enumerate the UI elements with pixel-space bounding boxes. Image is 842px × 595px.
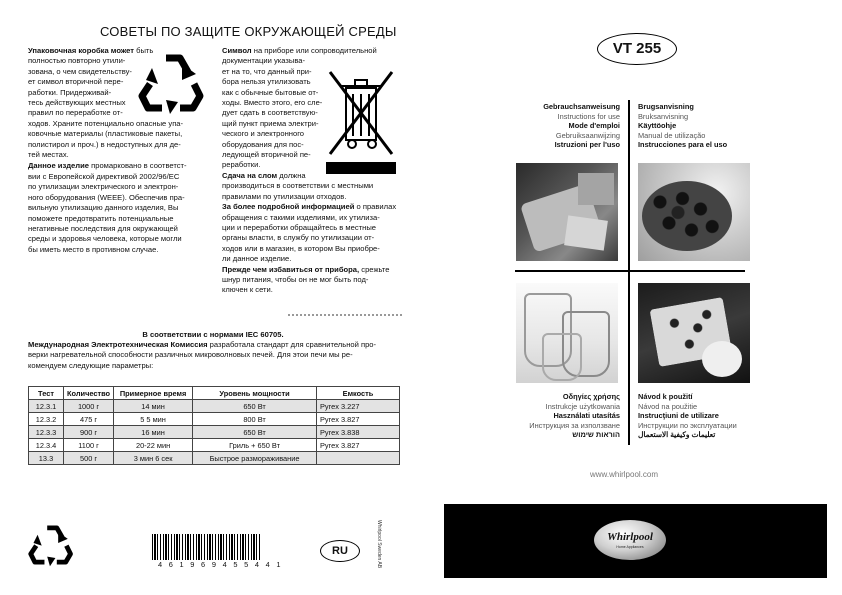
languages-bottom-left — [520, 392, 620, 440]
brand-sub: Home Appliances — [616, 545, 644, 549]
language-label: Návod k použití — [638, 392, 693, 401]
table-cell: Pyrex 3.827 — [317, 413, 400, 426]
language-label: Návod na použitie — [638, 401, 698, 411]
text-line: ного оборудования (WEEE). Обеспечив пра- — [28, 192, 185, 202]
text-line: среды и здоровья человека, которые могли — [28, 234, 182, 244]
text-line: по утилизации электрического и электрон- — [28, 182, 179, 192]
text-line: правил по переработке от- — [28, 108, 123, 118]
text-line: ходы. Вместо этого, его сле- — [222, 98, 323, 108]
text-line: тесь действующих местных — [28, 98, 126, 108]
table-header-row — [29, 387, 400, 400]
table-row — [29, 426, 400, 439]
horizontal-divider — [515, 270, 745, 272]
disposal-heading: Сдача на слом — [222, 170, 278, 180]
text-line: верки нагревательной способности различных микроволновых печей. Для этои печи мы ре- — [28, 350, 353, 360]
table-cell: 650 Вт — [193, 400, 317, 413]
languages-top-left — [520, 102, 620, 150]
column-header: Уровень мощности — [193, 387, 317, 400]
test-parameters-table — [28, 386, 400, 465]
text-line: вильную утилизацию данного изделия, Вы — [28, 203, 179, 213]
language-label: Bruksanvisning — [638, 111, 689, 121]
text-line: комендуем следующие параметры: — [28, 360, 154, 370]
table-cell: 14 мин — [114, 400, 193, 413]
text-line: должна — [279, 170, 306, 180]
table-cell: Pyrex 3.838 — [317, 426, 400, 439]
table-cell: 1000 г — [64, 400, 114, 413]
text-line: поможете предотвратить потенциальные — [28, 213, 174, 223]
table-cell: 12.3.3 — [29, 426, 64, 439]
text-line: полностью повторно утили- — [28, 56, 126, 66]
table-cell: 800 Вт — [193, 413, 317, 426]
text-line: реработки. — [222, 160, 261, 170]
column-header: Емкость — [317, 387, 400, 400]
column-header: Количество — [64, 387, 114, 400]
text-line: производиться в соответствии с местными — [222, 181, 374, 191]
before-heading: Прежде чем избавиться от прибора, — [222, 264, 360, 274]
language-label: הוראות שימוש — [572, 430, 620, 440]
table-cell: 12.3.4 — [29, 439, 64, 452]
language-label: Mode d'emploi — [568, 121, 620, 131]
text-line: ции и переработки обращайтесь в местные — [222, 222, 377, 232]
text-line: шнур питания, чтобы он не мог быть под- — [222, 274, 369, 284]
language-label: Istruzioni per l'uso — [554, 140, 620, 150]
symbol-paragraph — [222, 46, 400, 296]
text-line: ходов или в магазин, в котором Вы приобре- — [222, 243, 380, 253]
brand-footer-bar — [444, 504, 827, 578]
languages-top-right — [638, 102, 748, 150]
language-label: Gebrauchsanweisung — [543, 102, 620, 111]
website-link[interactable]: www.whirlpool.com — [590, 470, 659, 479]
text-line: ет символ вторичной пере- — [28, 77, 124, 87]
text-line: негативные последствия для окружающей — [28, 223, 178, 233]
model-badge: VT 255 — [597, 33, 677, 65]
text-line: бора нельзя утилизовать — [222, 77, 311, 87]
table-cell: 20-22 мин — [114, 439, 193, 452]
table-cell: Pyrex 3.827 — [317, 439, 400, 452]
text-line: на приборе или сопроводительной — [253, 46, 377, 55]
text-line: дует сдать в соответствую- — [222, 108, 318, 118]
text-line: срежьте — [361, 264, 390, 274]
text-line: полистирол и проч.) в недоступных для де- — [28, 139, 181, 149]
text-line: бы иметь место в противном случае. — [28, 244, 159, 254]
table-cell: Pyrex 3.227 — [317, 400, 400, 413]
table-cell: 1100 г — [64, 439, 114, 452]
text-line: щий пункт приема электри- — [222, 118, 319, 128]
language-label: Manual de utilização — [638, 130, 706, 140]
text-line: ли данное изделие. — [222, 254, 292, 264]
text-line: разработала стандарт для сравнительной про- — [209, 340, 377, 349]
language-label: Οδηγίες χρήσης — [562, 392, 620, 401]
text-line: зована, о чем свидетельству- — [28, 66, 132, 76]
product-heading: Данное изделие — [28, 161, 89, 171]
text-line: о правилах — [356, 202, 397, 212]
table-row — [29, 452, 400, 465]
table-cell: 13.3 — [29, 452, 64, 465]
text-line: тей местах. — [28, 150, 69, 160]
text-line: быть — [136, 46, 154, 55]
table-cell: 650 Вт — [193, 426, 317, 439]
language-label: Brugsanvisning — [638, 102, 694, 111]
text-line: документации указыва- — [222, 56, 306, 66]
text-line: ет на то, что данный при- — [222, 66, 312, 76]
bread-photo — [516, 163, 618, 261]
text-line: ключен к сети. — [222, 285, 273, 295]
iec-paragraph — [28, 340, 400, 371]
glasses-photo — [516, 283, 618, 383]
brand-name: Whirlpool — [607, 531, 653, 543]
barcode-number: 4 6 1 9 6 9 4 5 5 4 4 1 — [158, 560, 283, 569]
whirlpool-logo — [594, 520, 666, 560]
table-row — [29, 439, 400, 452]
language-label: Használati utasítás — [553, 411, 620, 421]
text-line: как с обычные бытовые от- — [222, 87, 319, 97]
table-cell: Быстрое размораживание — [193, 452, 317, 465]
table-cell: 16 мин — [114, 426, 193, 439]
table-cell: 900 г — [64, 426, 114, 439]
language-label: Instrucciones para el uso — [638, 140, 728, 150]
language-label: Инструкция за използване — [529, 420, 620, 430]
table-cell: 3 мин 6 сек — [114, 452, 193, 465]
text-line: промарковано в соответст- — [91, 161, 187, 171]
cake-photo — [638, 283, 750, 383]
text-line: правилами по утилизации отходов. — [222, 191, 347, 201]
language-label: Instrukcje użytkowania — [545, 401, 620, 411]
language-label: Инструкции по эксплуатации — [638, 420, 737, 430]
text-line: ческого и электронного — [222, 129, 305, 139]
language-label: Käyttöohje — [638, 121, 677, 131]
text-line: оборудования для пос- — [222, 139, 304, 149]
language-label: Instructions for use — [557, 111, 620, 121]
berries-photo — [638, 163, 750, 261]
language-label: Instrucţiuni de utilizare — [638, 411, 719, 421]
table-cell: 5 5 мин — [114, 413, 193, 426]
text-line: ковочные материалы (пластиковые пакеты, — [28, 129, 183, 139]
table-cell: 12.3.2 — [29, 413, 64, 426]
symbol-heading: Символ — [222, 46, 252, 55]
text-line: органы власти, в службу по утилизации от- — [222, 233, 375, 243]
table-cell: Гриль + 650 Вт — [193, 439, 317, 452]
info-heading: За более подробной информацией — [222, 202, 355, 212]
language-label: تعليمات وكيفية الاستعمال — [638, 430, 716, 440]
country-badge: RU — [320, 540, 360, 562]
table-cell: 12.3.1 — [29, 400, 64, 413]
languages-bottom-right — [638, 392, 750, 440]
column-header: Тест — [29, 387, 64, 400]
recycle-icon-small — [28, 522, 76, 568]
iec-heading: В соответствии с нормами IEC 60705. — [142, 330, 284, 339]
table-cell: 475 г — [64, 413, 114, 426]
packaging-paragraph — [28, 46, 210, 255]
table-row — [29, 413, 400, 426]
text-line: обращения с такими изделиями, их утилиза- — [222, 212, 380, 222]
side-print: Whirlpool Sweden AB — [376, 520, 382, 569]
iec-bold: Международная Электротехническая Комиссия — [28, 340, 208, 349]
packaging-heading: Упаковочная коробка может — [28, 46, 134, 55]
text-line: ледующей вторичной пе- — [222, 150, 311, 160]
text-line: вии с Европейской директивой 2002/96/ЕС — [28, 171, 180, 181]
dotted-divider — [288, 314, 402, 316]
vertical-divider — [628, 100, 630, 445]
table-cell: 500 г — [64, 452, 114, 465]
table-row — [29, 400, 400, 413]
text-line: ходов. Храните потенциально опасные упа- — [28, 118, 184, 128]
column-header: Примерное время — [114, 387, 193, 400]
language-label: Gebruiksaanwijzing — [555, 130, 620, 140]
table-cell — [317, 452, 400, 465]
page-title: СОВЕТЫ ПО ЗАЩИТЕ ОКРУЖАЮЩЕЙ СРЕДЫ — [100, 24, 397, 39]
text-line: работки. Придерживай- — [28, 87, 112, 97]
barcode — [152, 534, 262, 560]
